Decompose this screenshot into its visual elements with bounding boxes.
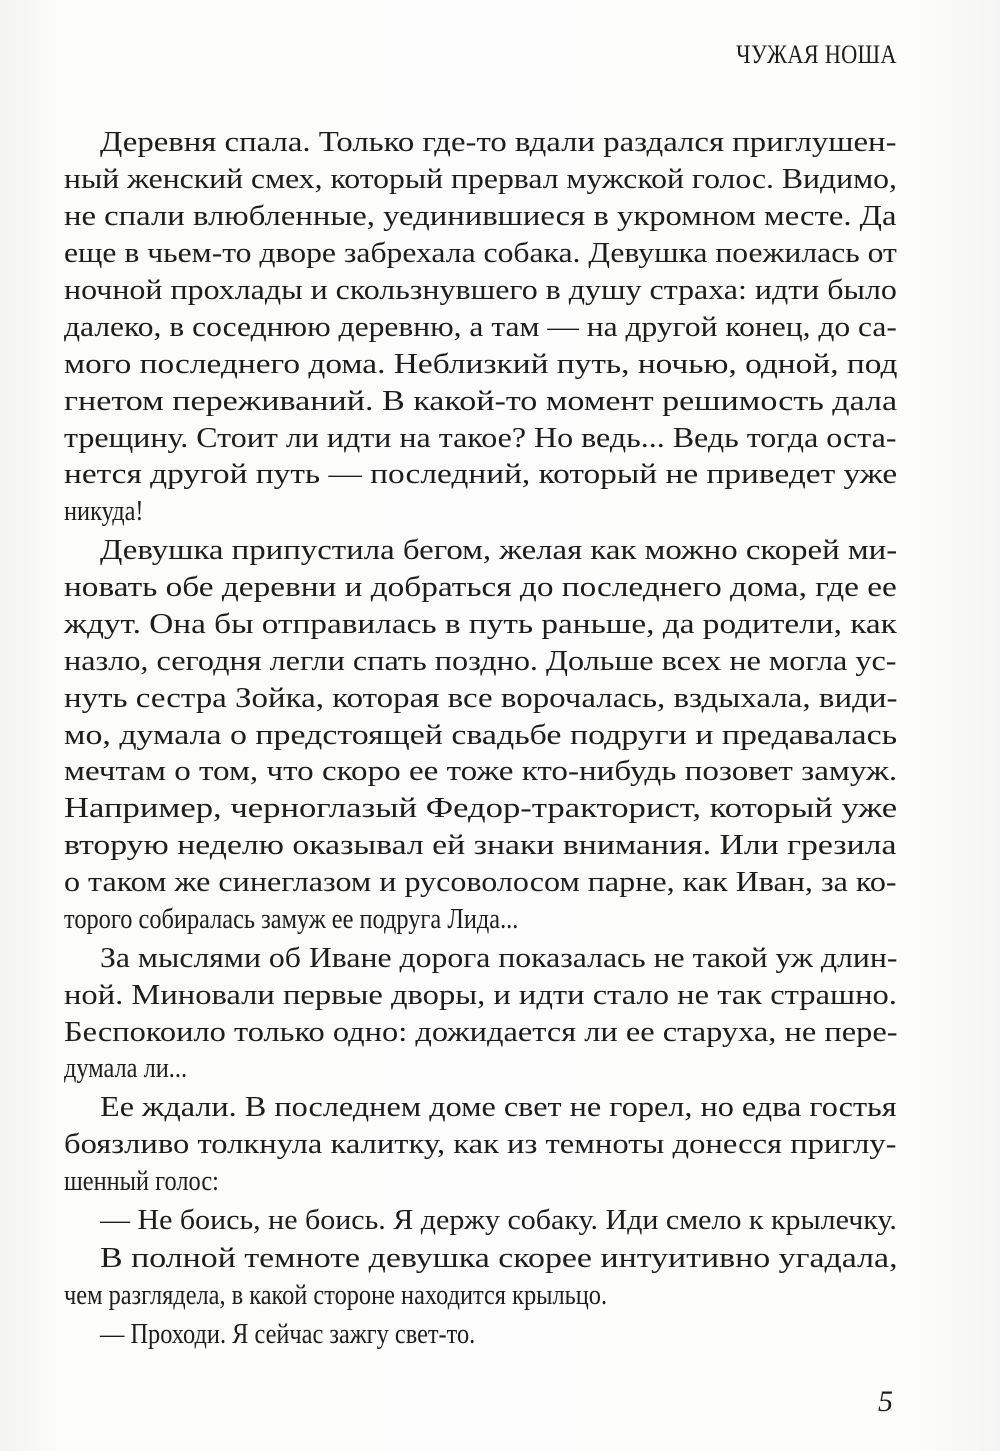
- text-line-content: нуть сестра Зойка, которая все ворочалась, вздыхала, види-: [64, 682, 898, 714]
- text-line: [64, 717, 897, 753]
- text-line: [64, 901, 897, 937]
- text-line: [64, 1089, 897, 1125]
- text-line-content: никуда!: [64, 495, 144, 527]
- text-line-content: Беспокоило только одно: дожидается ли ее старуха, не пере-: [64, 1016, 898, 1048]
- text-line-content: — Проходи. Я сейчас зажгу свет-то.: [100, 1318, 476, 1350]
- text-line-content: мо, думала о предстоящей свадьбе подруги и предавалась: [64, 719, 898, 751]
- text-line-content: далеко, в соседнюю деревню, а там — на другой конец, до са-: [64, 311, 897, 343]
- text-line: [64, 198, 897, 234]
- text-line-content: ной. Миновали первые дворы, и идти стало не так страшно.: [64, 979, 897, 1011]
- text-line: [64, 753, 897, 789]
- text-line: [64, 493, 897, 529]
- text-line: [64, 680, 897, 716]
- text-line: [64, 940, 897, 976]
- text-line: [64, 532, 897, 568]
- text-line: [64, 346, 897, 382]
- text-line: [64, 235, 897, 271]
- text-line-content: ный женский смех, который прервал мужской голос. Видимо,: [64, 163, 897, 195]
- text-line-content: еще в чьем-то дворе забрехала собака. Девушка поежилась от: [64, 237, 897, 269]
- text-line: [64, 790, 897, 826]
- text-line: [64, 1126, 897, 1162]
- text-line-content: новать обе деревни и добраться до последнего дома, где ее: [64, 571, 897, 603]
- text-line-content: За мыслями об Иване дорога показалась не такой уж длин-: [100, 942, 898, 974]
- text-line: [64, 569, 897, 605]
- text-line-content: Девушка припустила бегом, желая как можно скорей ми-: [100, 534, 898, 566]
- text-line-content: о таком же синеглазом и русоволосом парне, как Иван, за ко-: [64, 866, 897, 898]
- text-line-content: шенный голос:: [64, 1165, 219, 1197]
- text-line: [64, 420, 897, 456]
- text-line: [64, 827, 897, 863]
- text-line-content: назло, сегодня легли спать поздно. Дольше всех не могла ус-: [64, 645, 897, 677]
- text-line-content: В полной темноте девушка скорее интуитивно угадала,: [100, 1242, 898, 1274]
- text-line: [64, 1050, 897, 1086]
- text-line-content: чем разглядела, в какой стороне находится крыльцо.: [64, 1279, 608, 1311]
- text-line-content: нется другой путь — последний, который не приведет уже: [64, 458, 898, 490]
- text-line-content: думала ли...: [64, 1052, 188, 1084]
- text-line: [64, 383, 897, 419]
- text-line-content: ждут. Она бы отправилась в путь раньше, да родители, как: [64, 608, 897, 640]
- text-line: [64, 977, 897, 1013]
- text-line: [64, 606, 897, 642]
- text-line: [64, 643, 897, 679]
- text-line-content: не спали влюбленные, уединившиеся в укромном месте. Да: [64, 200, 897, 232]
- text-line-content: — Не боись, не боись. Я держу собаку. Иди смело к крылечку.: [100, 1204, 897, 1236]
- text-line-content: торого собиралась замуж ее подруга Лида...: [64, 903, 519, 935]
- text-line-content: мого последнего дома. Неблизкий путь, ночью, одной, под: [64, 348, 898, 380]
- text-line: [64, 1163, 897, 1199]
- text-line-content: трещину. Стоит ли идти на такое? Но ведь... Ведь тогда оста-: [64, 422, 897, 454]
- text-line-content: боязливо толкнула калитку, как из темноты донесся приглу-: [64, 1128, 897, 1160]
- text-line-content: Например, черноглазый Федор-тракторист, который уже: [64, 792, 898, 824]
- text-line-content: мечтам о том, что скоро ее тоже кто-нибудь позовет замуж.: [64, 755, 898, 787]
- text-line-content: гнетом переживаний. В какой-то момент решимость дала: [64, 385, 898, 417]
- text-line: [64, 456, 897, 492]
- text-line: [64, 124, 897, 160]
- text-line: [64, 1014, 897, 1050]
- text-line-content: Деревня спала. Только где-то вдали раздался приглушен-: [100, 126, 897, 158]
- text-line: [64, 1277, 897, 1313]
- text-line: [64, 309, 897, 345]
- running-head: ЧУЖАЯ НОША: [736, 40, 897, 69]
- page-number: 5: [878, 1385, 893, 1418]
- text-line-content: вторую неделю оказывал ей знаки внимания. Или грезила: [64, 829, 897, 861]
- text-line: [64, 272, 897, 308]
- text-line-content: Ее ждали. В последнем доме свет не горел, но едва гостья: [100, 1091, 897, 1123]
- text-line: [64, 864, 897, 900]
- text-line: [64, 1316, 897, 1352]
- text-line: [64, 1202, 897, 1238]
- text-line: [64, 161, 897, 197]
- text-line-content: ночной прохлады и скользнувшего в душу страха: идти было: [64, 274, 897, 306]
- text-line: [64, 1240, 897, 1276]
